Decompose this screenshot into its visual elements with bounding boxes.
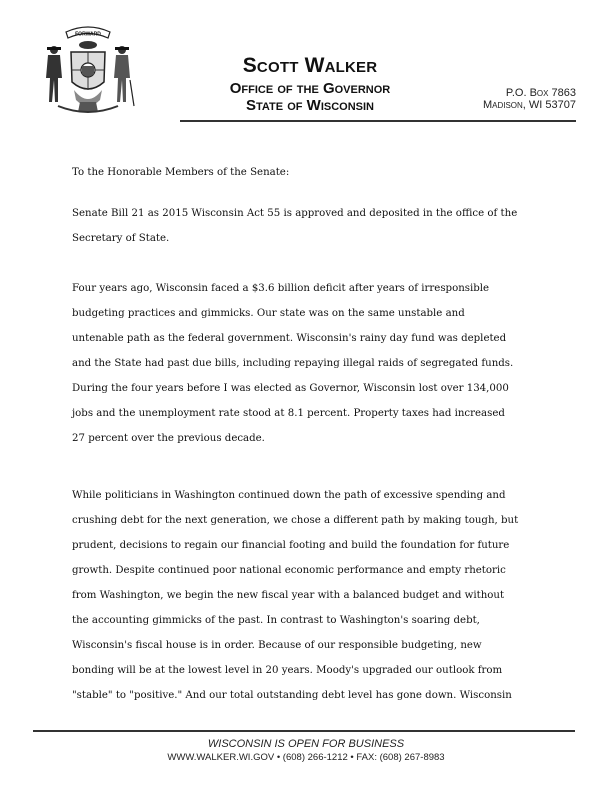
line: jobs and the unemployment rate stood at 8.1 percent. Property taxes had increased bbox=[72, 408, 505, 419]
footer-divider bbox=[33, 730, 575, 732]
governor-name: Scott Walker bbox=[242, 54, 378, 77]
state-title: State of Wisconsin bbox=[245, 97, 375, 114]
office-title: Office of the Governor bbox=[229, 80, 391, 97]
line: Wisconsin's fiscal house is in order. Because of our responsible budgeting, new bbox=[72, 640, 482, 651]
line: bonding will be at the lowest level in 20 years. Moody's upgraded our outlook from bbox=[72, 665, 503, 676]
line: and the State had past due bills, including repaying illegal raids of segregated funds. bbox=[72, 358, 514, 369]
header-divider bbox=[180, 120, 576, 122]
line: budgeting practices and gimmicks. Our state was on the same unstable and bbox=[72, 308, 465, 319]
paragraph-1 bbox=[72, 201, 542, 251]
salutation: To the Honorable Members of the Senate: bbox=[72, 167, 290, 178]
address-po-box: P.O. Box 7863 bbox=[505, 87, 576, 99]
line: untenable path as the federal government. Wisconsin's rainy day fund was depleted bbox=[72, 333, 507, 344]
line: prudent, decisions to regain our financial footing and build the foundation for future bbox=[72, 540, 510, 551]
line: Four years ago, Wisconsin faced a $3.6 billion deficit after years of irresponsible bbox=[72, 283, 490, 294]
line: crushing debt for the next generation, we chose a different path by making tough, but bbox=[72, 515, 519, 526]
address-city: Madison, WI 53707 bbox=[482, 99, 576, 111]
line: While politicians in Washington continued down the path of excessive spending and bbox=[72, 490, 506, 501]
wisconsin-state-seal-icon bbox=[38, 20, 138, 120]
line: Secretary of State. bbox=[72, 233, 170, 244]
line: growth. Despite continued poor national economic performance and empty rhetoric bbox=[72, 565, 506, 576]
paragraph-3 bbox=[72, 483, 542, 708]
svg-text:FORWARD: FORWARD bbox=[75, 31, 101, 38]
line: the accounting gimmicks of the past. In contrast to Washington's soaring debt, bbox=[72, 615, 480, 626]
line: 27 percent over the previous decade. bbox=[72, 433, 265, 444]
line: from Washington, we begin the new fiscal year with a balanced budget and without bbox=[72, 590, 505, 601]
line: "stable" to "positive." And our total outstanding debt level has gone down. Wisconsin bbox=[72, 690, 512, 701]
line: Senate Bill 21 as 2015 Wisconsin Act 55 is approved and deposited in the office of the bbox=[72, 208, 518, 219]
footer-contact: WWW.WALKER.WI.GOV • (608) 266-1212 • FAX: (608) 267-8983 bbox=[167, 752, 445, 763]
paragraph-2 bbox=[72, 276, 542, 451]
line: During the four years before I was elected as Governor, Wisconsin lost over 134,000 bbox=[72, 383, 509, 394]
footer-slogan: WISCONSIN IS OPEN FOR BUSINESS bbox=[207, 738, 405, 750]
